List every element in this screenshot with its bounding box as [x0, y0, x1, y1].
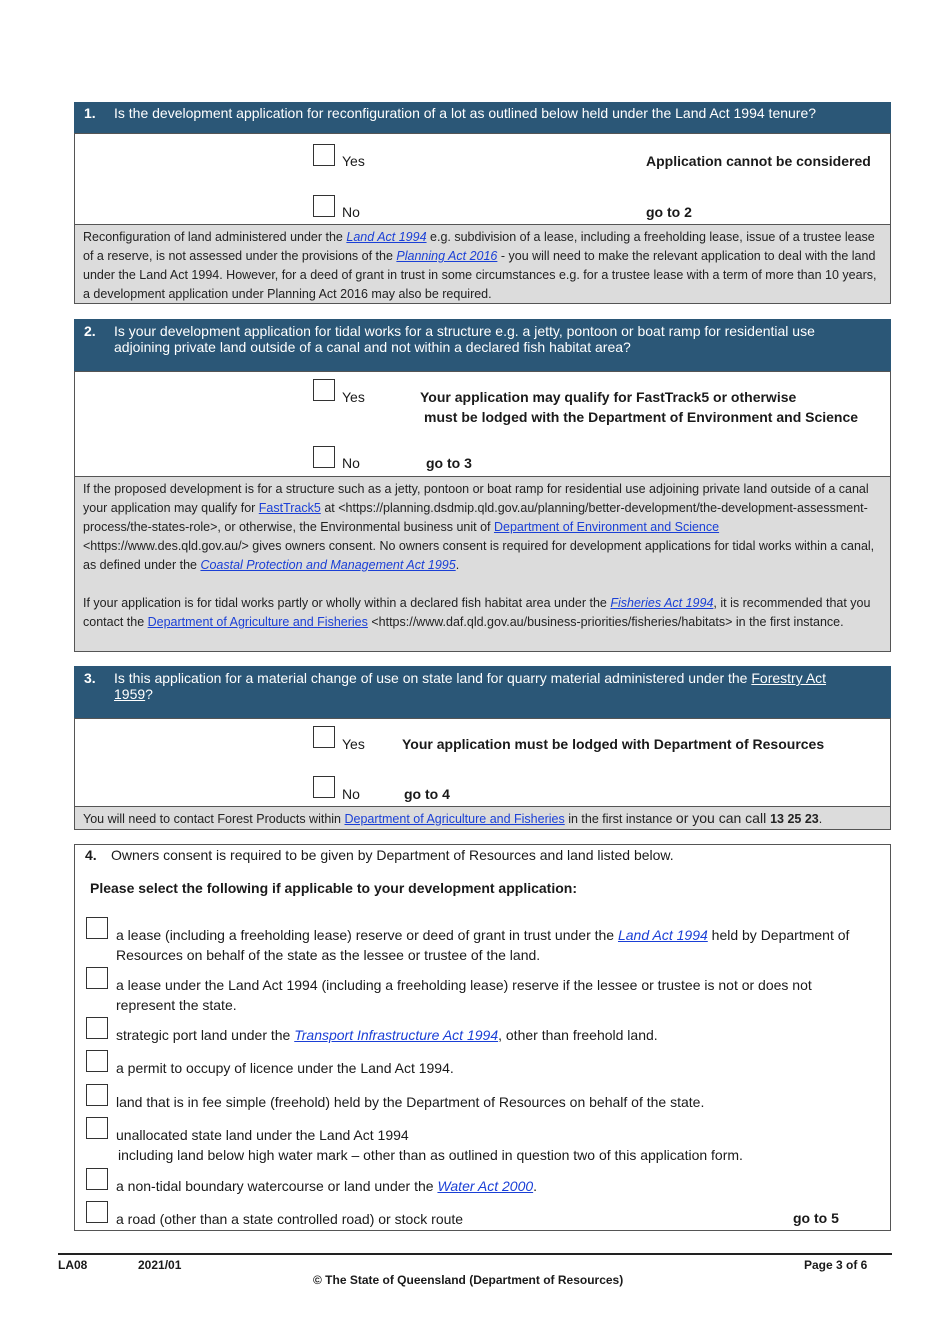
q4-item-text: a road (other than a state controlled road) or stock route: [116, 1211, 464, 1227]
q2-no-label: No: [342, 455, 360, 471]
q3-note: [74, 806, 891, 830]
q4-item-text: a lease under the Land Act 1994 (including a freeholding lease) reserve if the lessee or trustee is not or does not represent the state.: [116, 977, 812, 1013]
q3-number: 3.: [84, 670, 96, 686]
q2-note-text: at <https://planning.dsdmip.qld.gov.au/planning/better-development/the-development-assessment-process/the-states-role>, or otherwise, the Environmental business unit of: [83, 501, 868, 534]
coastal-protection-act-link[interactable]: Coastal Protection and Management Act 1995: [200, 558, 456, 572]
q1-header: [74, 102, 891, 134]
q3-note-text: You will need to contact Forest Products within: [83, 812, 345, 826]
q4-item-text: , other than freehold land.: [498, 1027, 658, 1043]
q2-question: Is your development application for tidal works for a structure e.g. a jetty, pontoon or boat ramp for residential use adjoining private land outside of a canal and not within a declared fish habitat area?: [114, 323, 815, 355]
q4-item-text: land that is in fee simple (freehold) held by the Department of Resources on behalf of the state.: [116, 1094, 705, 1110]
land-act-link[interactable]: Land Act 1994: [346, 230, 427, 244]
q3-no-result: go to 4: [404, 786, 450, 802]
q3-question-text: Is this application for a material change of use on state land for quarry material administered under the: [114, 670, 752, 686]
q1-question: Is the development application for reconfiguration of a lot as outlined below held under the Land Act 1994 tenure?: [114, 105, 817, 121]
q4-item-3-checkbox[interactable]: [86, 1017, 108, 1039]
fisheries-act-link[interactable]: Fisheries Act 1994: [610, 596, 714, 610]
q4-item-text: held by Department of Resources on behalf of the state as the lessee or trustee of the land.: [116, 927, 850, 963]
q2-yes-result-line2: must be lodged with the Department of Environment and Science: [424, 409, 859, 425]
daf-link[interactable]: Department of Agriculture and Fisheries: [147, 615, 368, 629]
q1-yes-checkbox[interactable]: [313, 144, 335, 166]
q4-item-8-label: [116, 1209, 872, 1229]
q3-question-text: ?: [145, 686, 153, 702]
q1-note-text: - you will need to make the relevant application to deal with the land under the Land Act 1994. However, for a deed of grant in trust in some circumstances e.g. for a trustee lease with a term of more than 10 years, a development application under Planning Act 2016 may also be required.: [83, 249, 877, 301]
q2-yes-checkbox[interactable]: [313, 379, 335, 401]
q3-yes-checkbox[interactable]: [313, 726, 335, 748]
q2-note-paragraph-2: [83, 594, 882, 632]
q2-note-text: <https://www.daf.qld.gov.au/business-priorities/fisheries/habitats> in the first instance.: [367, 615, 844, 629]
q2-number: 2.: [84, 323, 96, 339]
q2-yes-result-line1: Your application may qualify for FastTrack5 or otherwise: [420, 389, 797, 405]
land-act-link-2[interactable]: Land Act 1994: [617, 927, 708, 943]
q1-no-result: go to 2: [646, 204, 692, 220]
q4-item-8-goto: go to 5: [793, 1210, 839, 1226]
q4-item-7-label: [116, 1176, 872, 1196]
q4-item-5-label: [116, 1092, 872, 1112]
transport-infrastructure-act-link[interactable]: Transport Infrastructure Act 1994: [294, 1027, 499, 1043]
q4-instruction: Please select the following if applicable to your development application:: [90, 880, 577, 896]
footer-form-code: LA08: [58, 1258, 88, 1272]
q4-item-2-checkbox[interactable]: [86, 967, 108, 989]
q4-item-6-checkbox[interactable]: [86, 1117, 108, 1139]
q4-item-text: including land below high water mark – other than as outlined in question two of this application form.: [118, 1147, 743, 1163]
q4-item-1-label: [116, 925, 874, 965]
q4-number: 4.: [85, 847, 97, 863]
q1-note-text: e.g. subdivision of a lease, including a freeholding lease, issue of a trustee lease of a reserve, is not assessed under the provisions of the: [83, 230, 875, 263]
q4-item-text: unallocated state land under the Land Act 1994: [116, 1127, 409, 1143]
q4-item-4-checkbox[interactable]: [86, 1050, 108, 1072]
q4-intro: Owners consent is required to be given by Department of Resources and land listed below.: [111, 847, 674, 863]
fasttrack5-link[interactable]: FastTrack5: [258, 501, 321, 515]
q3-yes-label: Yes: [342, 736, 365, 752]
footer-copyright: © The State of Queensland (Department of Resources): [313, 1273, 624, 1287]
q4-item-5-checkbox[interactable]: [86, 1084, 108, 1106]
q1-note: [74, 224, 891, 304]
q4-item-6-label: [116, 1125, 872, 1165]
des-link[interactable]: Department of Environment and Science: [493, 520, 720, 534]
water-act-link[interactable]: Water Act 2000: [437, 1178, 534, 1194]
q2-note-text: .: [455, 558, 460, 572]
footer-version: 2021/01: [138, 1258, 182, 1272]
q2-note-text: If your application is for tidal works partly or wholly within a declared fish habitat area under the: [83, 596, 611, 610]
q4-item-4-label: [116, 1058, 872, 1078]
planning-act-link[interactable]: Planning Act 2016: [396, 249, 498, 263]
q3-no-label: No: [342, 786, 360, 802]
q2-no-checkbox[interactable]: [313, 446, 335, 468]
q2-no-result: go to 3: [426, 455, 472, 471]
daf-link-2[interactable]: Department of Agriculture and Fisheries: [344, 812, 565, 826]
q2-yes-label: Yes: [342, 389, 365, 405]
q3-no-checkbox[interactable]: [313, 776, 335, 798]
q1-answer-box: [74, 133, 891, 225]
q2-note: [74, 476, 891, 652]
q4-item-text: strategic port land under the: [116, 1027, 295, 1043]
q2-answer-box: [74, 371, 891, 477]
q1-note-text: Reconfiguration of land administered under the: [83, 230, 347, 244]
q4-item-8-checkbox[interactable]: [86, 1201, 108, 1223]
q4-item-1-checkbox[interactable]: [86, 917, 108, 939]
q2-note-paragraph-1: [83, 480, 882, 575]
q4-item-text: a lease (including a freeholding lease) reserve or deed of grant in trust under the: [116, 927, 618, 943]
footer-page-number: Page 3 of 6: [804, 1258, 868, 1272]
q3-answer-box: [74, 718, 891, 807]
q2-note-text: If the proposed development is for a structure such as a jetty, pontoon or boat ramp for residential use adjoining private land outside of a canal your application may qualify for: [83, 482, 869, 515]
q1-yes-result: Application cannot be considered: [646, 153, 871, 169]
q3-note-text: or you can call: [675, 810, 771, 826]
forestry-act-link[interactable]: Forestry Act 1959: [114, 670, 827, 702]
q3-question: [114, 670, 861, 702]
q3-yes-result: Your application must be lodged with Department of Resources: [402, 736, 825, 752]
q4-item-text: .: [533, 1178, 538, 1194]
footer-rule: [58, 1253, 892, 1255]
q1-no-checkbox[interactable]: [313, 195, 335, 217]
q4-item-text: a permit to occupy of licence under the Land Act 1994.: [116, 1060, 454, 1076]
q3-note-text: in the first instance: [564, 812, 676, 826]
q2-note-text: <https://www.des.qld.gov.au/> gives owners consent. No owners consent is required for development applications for tidal works within a canal, as defined under the: [83, 539, 875, 572]
q4-item-7-checkbox[interactable]: [86, 1168, 108, 1190]
q4-item-3-label: [116, 1025, 872, 1045]
q3-note-text: .: [818, 812, 823, 826]
q2-header: [74, 319, 891, 371]
q1-yes-label: Yes: [342, 153, 365, 169]
q4-box: [74, 844, 891, 1231]
q2-note-text: , it is recommended that you contact the: [83, 596, 871, 629]
q3-phone-number: 13 25 23: [770, 812, 819, 826]
q4-item-text: a non-tidal boundary watercourse or land under the: [116, 1178, 438, 1194]
q1-number: 1.: [84, 105, 96, 121]
q4-item-2-label: [116, 975, 840, 1015]
q3-header: [74, 666, 891, 718]
q1-no-label: No: [342, 204, 360, 220]
